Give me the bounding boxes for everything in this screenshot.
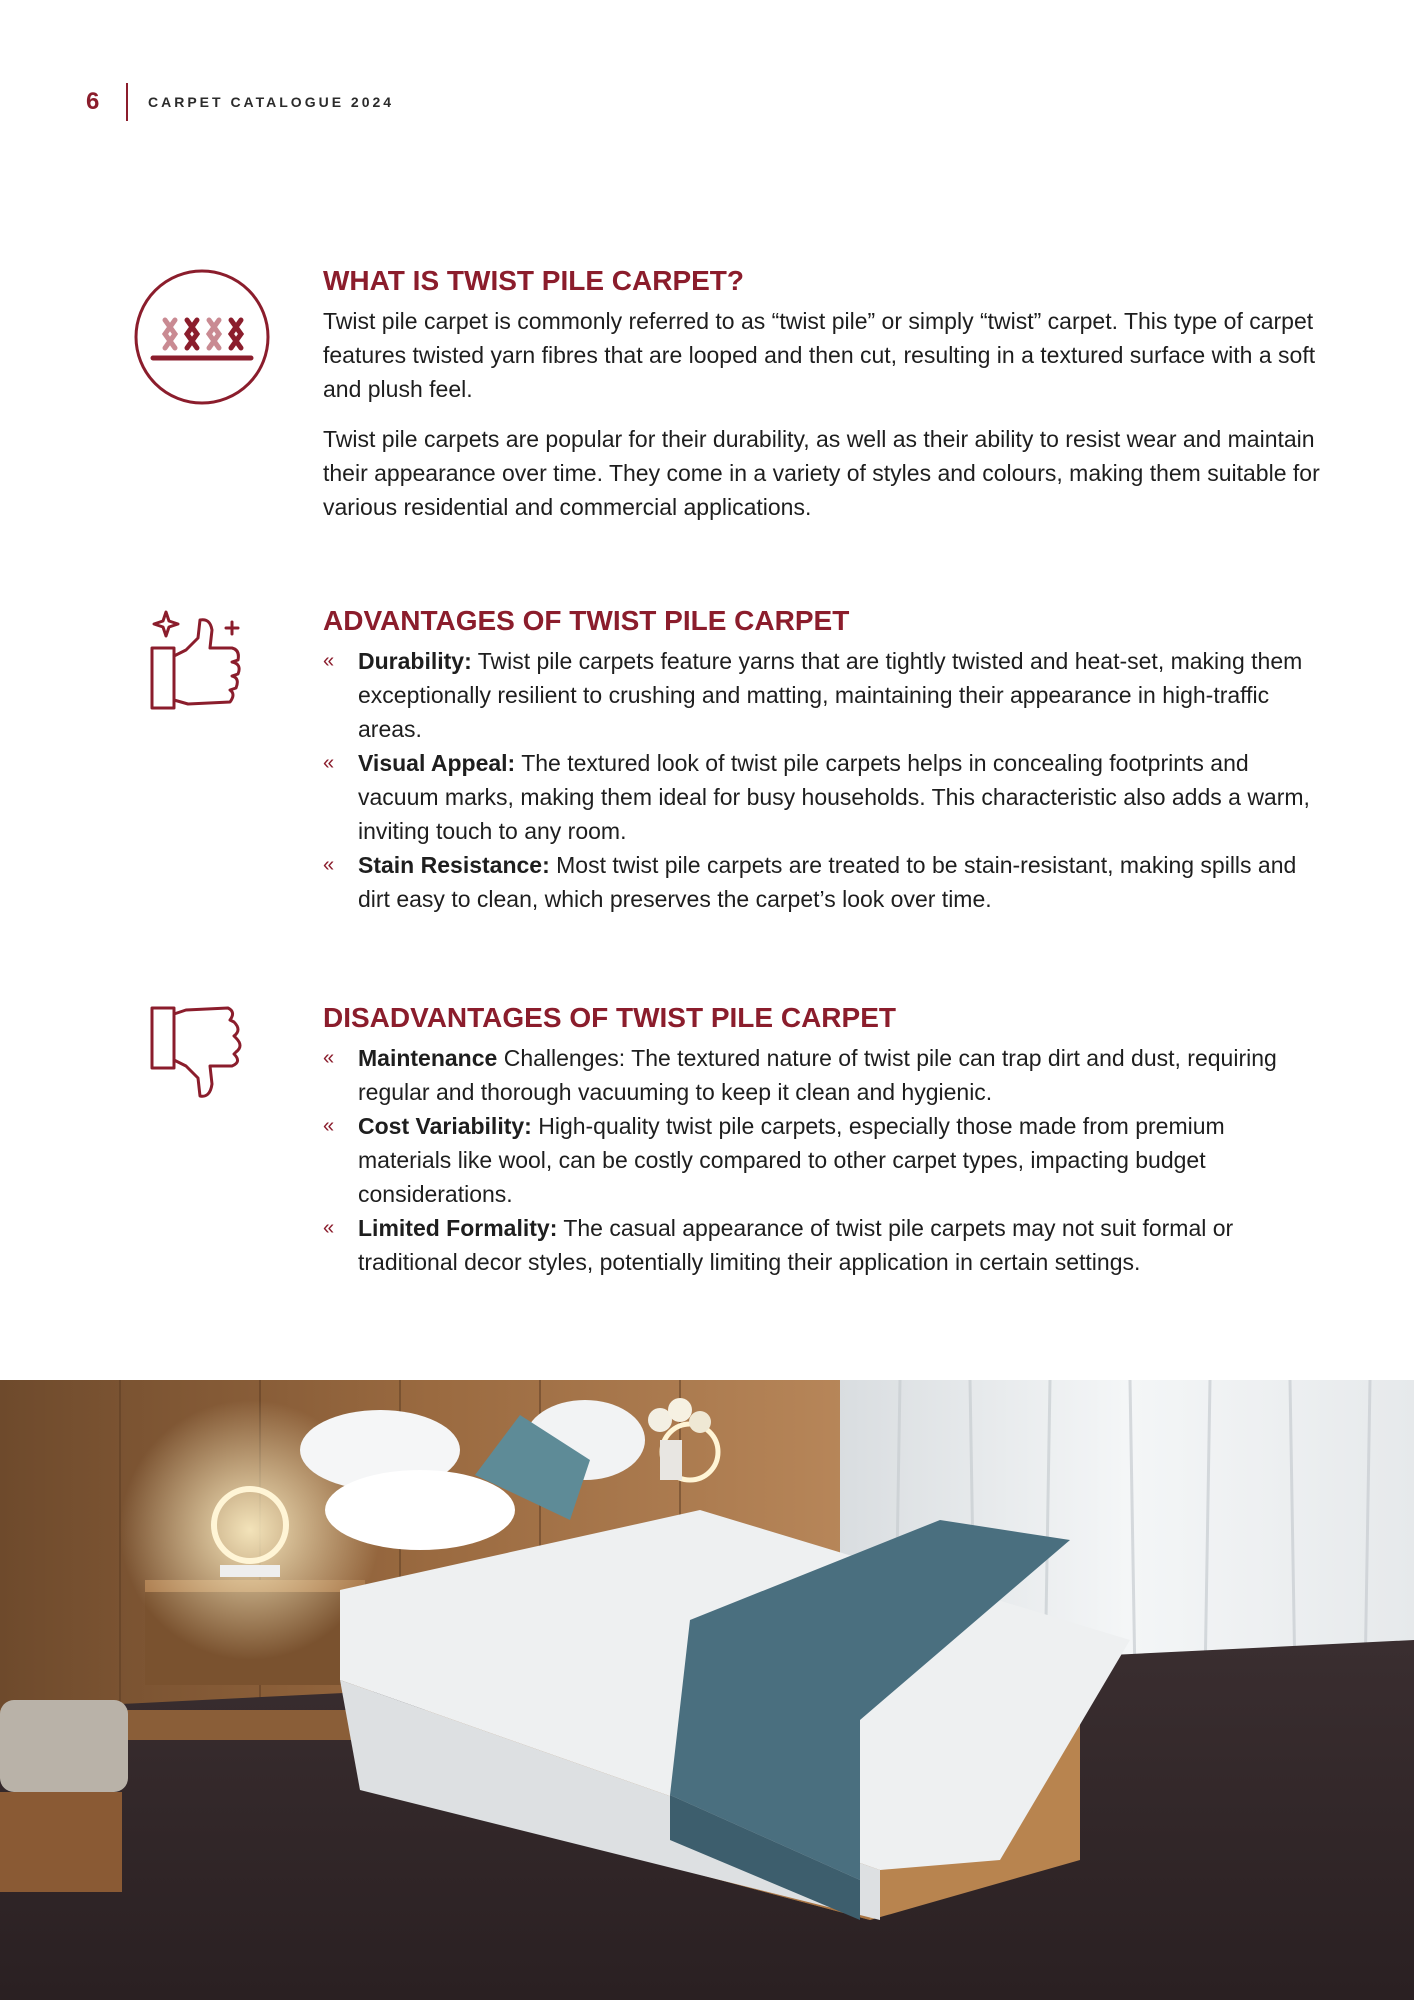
disadvantages-list [323,1041,1323,1279]
twist-pile-icon [133,268,271,411]
bullet-text: Twist pile carpets feature yarns that are tightly twisted and heat-set, making them exceptionally resilient to crushing and matting, maintaining their appearance in high-traffic areas. [358,648,1303,742]
page-number: 6 [86,88,100,115]
bullet-text: High-quality twist pile carpets, especially those made from premium materials like wool, can be costly compared to other carpet types, impacting budget considerations. [358,1113,1225,1207]
bullet-mark: « [323,752,335,774]
catalogue-title: CARPET CATALOGUE 2024 [148,94,395,110]
bullet-mark: « [323,1115,335,1137]
list-item [323,848,1323,916]
advantages-list [323,644,1323,916]
what-is-paragraph-1: Twist pile carpet is commonly referred to as “twist pile” or simply “twist” carpet. This type of carpet features twisted yarn fibres that are looped and then cut, resulting in a textured surface with a soft and plush feel. [323,308,1316,402]
advantages-heading: ADVANTAGES OF TWIST PILE CARPET [323,605,850,636]
bullet-text: The casual appearance of twist pile carpets may not suit formal or traditional decor styles, potentially limiting their application in certain settings. [358,1215,1234,1275]
bullet-text: The textured look of twist pile carpets helps in concealing footprints and vacuum marks, making them ideal for busy households. This characteristic also adds a warm, inviting touch to any room. [358,750,1310,844]
thumbs-down-icon [148,1004,254,1109]
list-item [323,1041,1323,1109]
header-divider [126,83,128,121]
bedroom-photo [0,1380,1414,2000]
bullet-term: Limited Formality: [358,1215,558,1241]
bullet-term: Maintenance [358,1045,498,1071]
bullet-mark: « [323,854,335,876]
what-is-paragraph-2: Twist pile carpets are popular for their durability, as well as their ability to resist wear and maintain their appearance over time. They come in a variety of styles and colours, making them suitable for various residential and commercial applications. [323,426,1320,520]
bullet-term: Visual Appeal: [358,750,516,776]
list-item [323,1211,1323,1279]
list-item [323,746,1323,848]
bullet-mark: « [323,650,335,672]
what-is-section [323,264,1323,540]
bullet-term: Durability: [358,648,472,674]
list-item [323,644,1323,746]
thumbs-up-icon [148,604,258,715]
list-item [323,1109,1323,1211]
disadvantages-section [323,1001,1323,1279]
bullet-text: Challenges: The textured nature of twist pile can trap dirt and dust, requiring regular and thorough vacuuming to keep it clean and hygienic. [358,1045,1277,1105]
bullet-mark: « [323,1047,335,1069]
bullet-term: Cost Variability: [358,1113,532,1139]
bullet-mark: « [323,1217,335,1239]
bullet-text: Most twist pile carpets are treated to be stain-resistant, making spills and dirt easy to clean, which preserves the carpet’s look over time. [358,852,1297,912]
disadvantages-heading: DISADVANTAGES OF TWIST PILE CARPET [323,1002,896,1033]
page-header [86,82,394,122]
what-is-heading: WHAT IS TWIST PILE CARPET? [323,265,745,296]
advantages-section [323,604,1323,916]
bullet-term: Stain Resistance: [358,852,550,878]
